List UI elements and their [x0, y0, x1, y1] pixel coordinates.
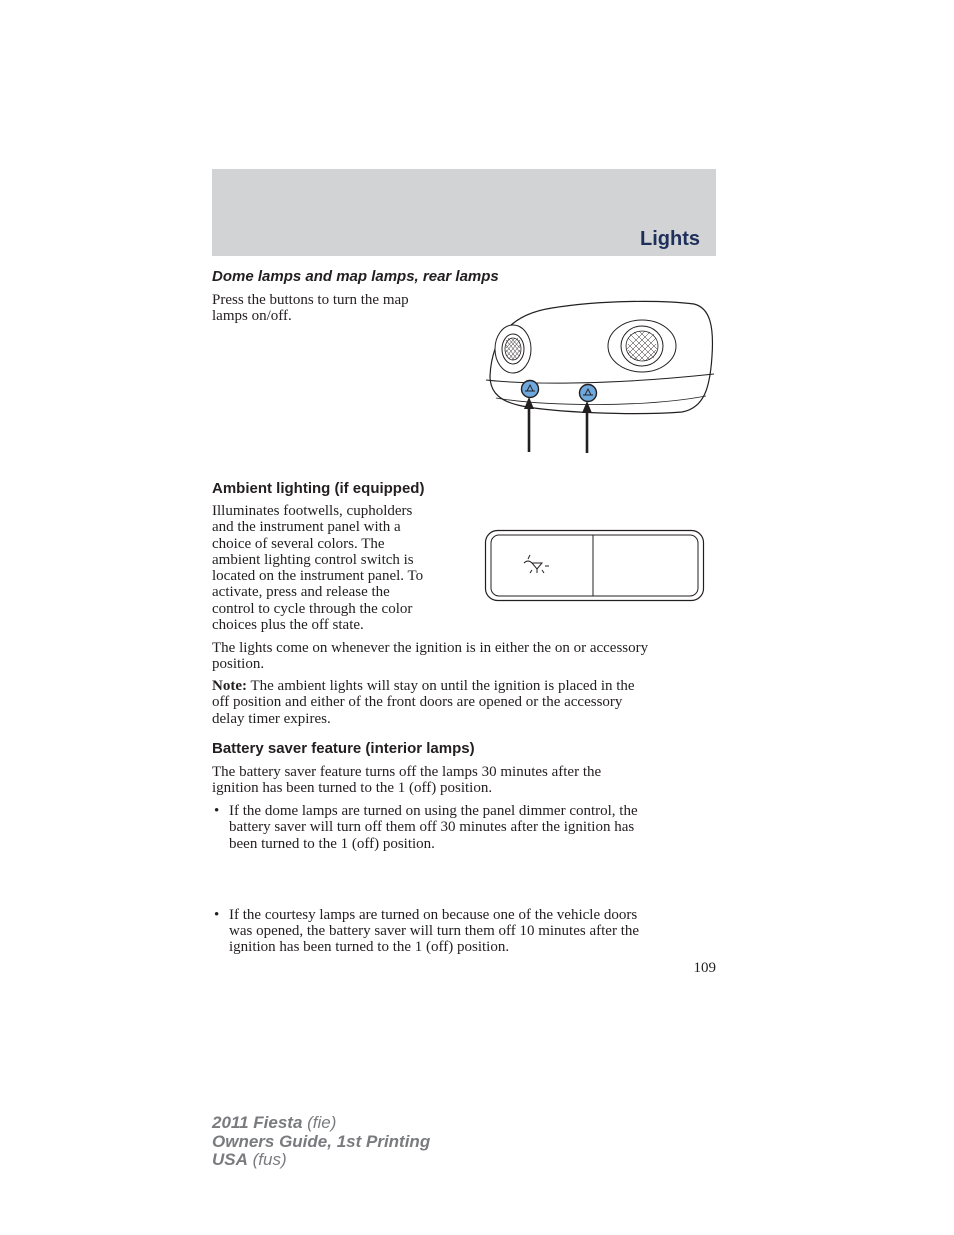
text-line: choice of several colors. The: [212, 535, 385, 552]
battery-heading: Battery saver feature (interior lamps): [212, 740, 475, 757]
map-lamp-button-left: [522, 381, 539, 398]
footer-guide: Owners Guide, 1st Printing: [212, 1131, 431, 1151]
bullet-dot: •: [214, 906, 220, 923]
text-line: choices plus the off state.: [212, 617, 364, 634]
page-number: 109: [693, 960, 716, 976]
text-line: If the dome lamps are turned on using the panel dimmer control, the: [229, 803, 638, 819]
text-line: was opened, the battery saver will turn them off 10 minutes after the: [229, 923, 640, 940]
text-line: Press the buttons to turn the map: [212, 292, 409, 308]
text-line: battery saver will turn off them off 30 minutes after the ignition has: [229, 819, 635, 836]
footer-model: 2011 Fiesta: [212, 1113, 303, 1132]
map-lamp-button-right: [580, 385, 597, 402]
dome-text: [212, 292, 472, 325]
text-line: delay timer expires.: [212, 710, 331, 727]
header-band: [212, 169, 716, 256]
ambient-note: [212, 678, 716, 727]
text-line: ambient lighting control switch is: [212, 551, 414, 568]
list-item: [212, 907, 733, 956]
text-line: and the instrument panel with a: [212, 519, 401, 536]
text-line: control to cycle through the color: [212, 600, 413, 617]
text-line: ignition has been turned to the 1 (off) position.: [229, 939, 510, 956]
ambient-para2: [212, 640, 716, 673]
dome-heading: Dome lamps and map lamps, rear lamps: [212, 268, 499, 285]
battery-text: [212, 764, 716, 797]
text-line: The lights come on whenever the ignition is in either the on or accessory: [212, 640, 649, 656]
footer: [212, 1114, 430, 1170]
footer-model-code: (fie): [302, 1113, 337, 1132]
overhead-console-illustration: [482, 296, 718, 458]
note-text: The ambient lights will stay on until the ignition is placed in the: [246, 678, 635, 694]
text-line: lamps on/off.: [212, 308, 292, 325]
ambient-text: [212, 503, 472, 633]
ambient-heading: Ambient lighting (if equipped): [212, 480, 425, 497]
footer-market-code: (fus): [247, 1150, 287, 1169]
ambient-switch-illustration: [484, 529, 705, 603]
text-line: If the courtesy lamps are turned on because one of the vehicle doors: [229, 906, 638, 923]
text-line: Illuminates footwells, cupholders: [212, 503, 413, 519]
text-line: ignition has been turned to the 1 (off) position.: [212, 780, 493, 797]
text-line: located on the instrument panel. To: [212, 568, 424, 585]
footer-market: USA: [212, 1150, 248, 1169]
text-line: activate, press and release the: [212, 584, 390, 601]
bullet-dot: •: [214, 803, 220, 819]
text-line: off position and either of the front doors are opened or the accessory: [212, 694, 623, 711]
text-line: been turned to the 1 (off) position.: [229, 835, 435, 852]
section-title: Lights: [640, 228, 700, 250]
note-label: Note:: [212, 678, 247, 694]
list-item: [212, 803, 733, 852]
text-line: position.: [212, 656, 265, 673]
text-line: The battery saver feature turns off the lamps 30 minutes after the: [212, 764, 602, 780]
